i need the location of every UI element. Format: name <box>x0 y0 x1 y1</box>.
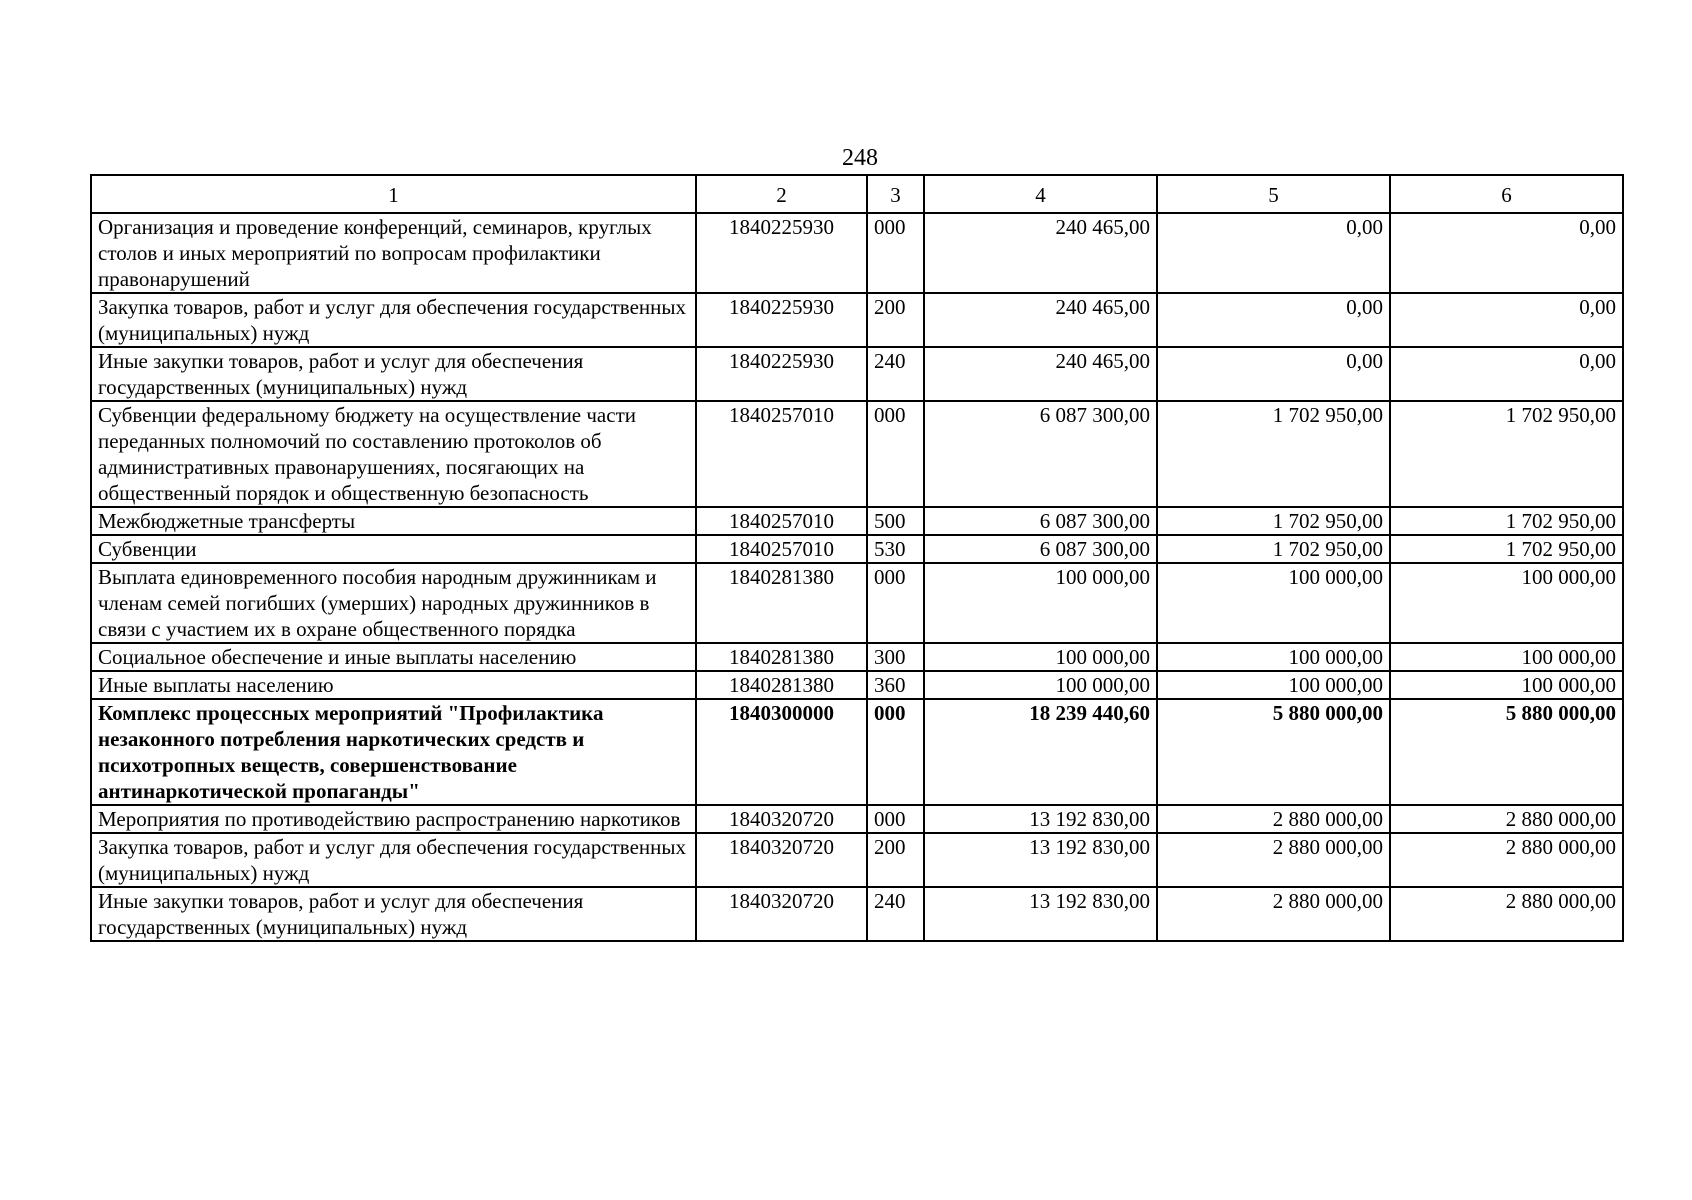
expense-kind-cell: 000 <box>867 563 924 643</box>
target-code-cell: 1840320720 <box>696 887 867 941</box>
target-code-cell: 1840225930 <box>696 213 867 293</box>
amount-col-4-cell: 18 239 440,60 <box>924 699 1157 805</box>
table-row <box>91 699 1623 805</box>
amount-col-5-cell: 0,00 <box>1157 347 1390 401</box>
expense-kind-cell: 200 <box>867 833 924 887</box>
amount-col-4-cell: 13 192 830,00 <box>924 887 1157 941</box>
amount-col-4-cell: 100 000,00 <box>924 671 1157 699</box>
amount-col-4-cell: 6 087 300,00 <box>924 401 1157 507</box>
amount-col-6-cell: 5 880 000,00 <box>1390 699 1623 805</box>
header-col-6: 6 <box>1390 175 1623 213</box>
amount-col-5-cell: 0,00 <box>1157 213 1390 293</box>
table-row <box>91 401 1623 507</box>
amount-col-4-cell: 100 000,00 <box>924 643 1157 671</box>
target-code-cell: 1840281380 <box>696 671 867 699</box>
target-code-cell: 1840281380 <box>696 563 867 643</box>
header-col-4: 4 <box>924 175 1157 213</box>
amount-col-5-cell: 1 702 950,00 <box>1157 535 1390 563</box>
expense-kind-cell: 500 <box>867 507 924 535</box>
header-col-1: 1 <box>91 175 696 213</box>
expense-kind-cell: 200 <box>867 293 924 347</box>
amount-col-4-cell: 100 000,00 <box>924 563 1157 643</box>
amount-col-4-cell: 13 192 830,00 <box>924 805 1157 833</box>
table-row <box>91 293 1623 347</box>
target-code-cell: 1840320720 <box>696 833 867 887</box>
target-code-cell: 1840257010 <box>696 507 867 535</box>
table-row <box>91 671 1623 699</box>
target-code-cell: 1840225930 <box>696 293 867 347</box>
row-name-cell: Организация и проведение конференций, семинаров, круглых столов и иных мероприятий по вопросам профилактики правонарушений <box>91 213 696 293</box>
amount-col-5-cell: 2 880 000,00 <box>1157 805 1390 833</box>
amount-col-5-cell: 2 880 000,00 <box>1157 833 1390 887</box>
expense-kind-cell: 000 <box>867 213 924 293</box>
table-header <box>91 175 1623 213</box>
table-row <box>91 535 1623 563</box>
amount-col-4-cell: 13 192 830,00 <box>924 833 1157 887</box>
amount-col-4-cell: 240 465,00 <box>924 293 1157 347</box>
row-name-cell: Мероприятия по противодействию распространению наркотиков <box>91 805 696 833</box>
expense-kind-cell: 000 <box>867 699 924 805</box>
row-name-cell: Закупка товаров, работ и услуг для обеспечения государственных (муниципальных) нужд <box>91 293 696 347</box>
target-code-cell: 1840257010 <box>696 535 867 563</box>
row-name-cell: Выплата единовременного пособия народным дружинникам и членам семей погибших (умерших) народных дружинников в связи с участием их в охране общественного порядка <box>91 563 696 643</box>
amount-col-6-cell: 1 702 950,00 <box>1390 535 1623 563</box>
amount-col-6-cell: 0,00 <box>1390 213 1623 293</box>
amount-col-6-cell: 2 880 000,00 <box>1390 833 1623 887</box>
target-code-cell: 1840320720 <box>696 805 867 833</box>
target-code-cell: 1840281380 <box>696 643 867 671</box>
amount-col-5-cell: 2 880 000,00 <box>1157 887 1390 941</box>
amount-col-5-cell: 0,00 <box>1157 293 1390 347</box>
row-name-cell: Закупка товаров, работ и услуг для обеспечения государственных (муниципальных) нужд <box>91 833 696 887</box>
table-row <box>91 887 1623 941</box>
table-row <box>91 213 1623 293</box>
amount-col-5-cell: 1 702 950,00 <box>1157 507 1390 535</box>
row-name-cell: Субвенции <box>91 535 696 563</box>
budget-table <box>90 174 1624 942</box>
amount-col-6-cell: 2 880 000,00 <box>1390 805 1623 833</box>
table-row <box>91 563 1623 643</box>
table-row <box>91 833 1623 887</box>
target-code-cell: 1840257010 <box>696 401 867 507</box>
header-col-2: 2 <box>696 175 867 213</box>
amount-col-4-cell: 6 087 300,00 <box>924 535 1157 563</box>
amount-col-6-cell: 0,00 <box>1390 347 1623 401</box>
row-name-cell: Межбюджетные трансферты <box>91 507 696 535</box>
expense-kind-cell: 360 <box>867 671 924 699</box>
expense-kind-cell: 530 <box>867 535 924 563</box>
target-code-cell: 1840300000 <box>696 699 867 805</box>
row-name-cell: Субвенции федеральному бюджету на осуществление части переданных полномочий по составлению протоколов об административных правонарушениях, посягающих на общественный порядок и общественную безопасность <box>91 401 696 507</box>
table-row <box>91 805 1623 833</box>
row-name-cell: Социальное обеспечение и иные выплаты населению <box>91 643 696 671</box>
expense-kind-cell: 240 <box>867 347 924 401</box>
amount-col-5-cell: 5 880 000,00 <box>1157 699 1390 805</box>
row-name-cell: Иные закупки товаров, работ и услуг для обеспечения государственных (муниципальных) нужд <box>91 887 696 941</box>
expense-kind-cell: 000 <box>867 805 924 833</box>
amount-col-5-cell: 100 000,00 <box>1157 671 1390 699</box>
amount-col-5-cell: 100 000,00 <box>1157 563 1390 643</box>
table-row <box>91 347 1623 401</box>
amount-col-6-cell: 2 880 000,00 <box>1390 887 1623 941</box>
table-row <box>91 643 1623 671</box>
expense-kind-cell: 300 <box>867 643 924 671</box>
row-name-cell: Иные выплаты населению <box>91 671 696 699</box>
expense-kind-cell: 000 <box>867 401 924 507</box>
amount-col-6-cell: 100 000,00 <box>1390 671 1623 699</box>
amount-col-5-cell: 1 702 950,00 <box>1157 401 1390 507</box>
amount-col-6-cell: 100 000,00 <box>1390 643 1623 671</box>
row-name-cell: Иные закупки товаров, работ и услуг для обеспечения государственных (муниципальных) нужд <box>91 347 696 401</box>
expense-kind-cell: 240 <box>867 887 924 941</box>
row-name-cell: Комплекс процессных мероприятий "Профилактика незаконного потребления наркотических средств и психотропных веществ, совершенствование антинаркотической пропаганды" <box>91 699 696 805</box>
amount-col-4-cell: 240 465,00 <box>924 347 1157 401</box>
amount-col-6-cell: 1 702 950,00 <box>1390 507 1623 535</box>
amount-col-6-cell: 100 000,00 <box>1390 563 1623 643</box>
page-number: 248 <box>842 145 878 171</box>
target-code-cell: 1840225930 <box>696 347 867 401</box>
amount-col-4-cell: 6 087 300,00 <box>924 507 1157 535</box>
header-col-3: 3 <box>867 175 924 213</box>
amount-col-4-cell: 240 465,00 <box>924 213 1157 293</box>
amount-col-6-cell: 0,00 <box>1390 293 1623 347</box>
amount-col-6-cell: 1 702 950,00 <box>1390 401 1623 507</box>
header-row <box>91 175 1623 213</box>
table-body <box>91 213 1623 941</box>
amount-col-5-cell: 100 000,00 <box>1157 643 1390 671</box>
header-col-5: 5 <box>1157 175 1390 213</box>
table-row <box>91 507 1623 535</box>
